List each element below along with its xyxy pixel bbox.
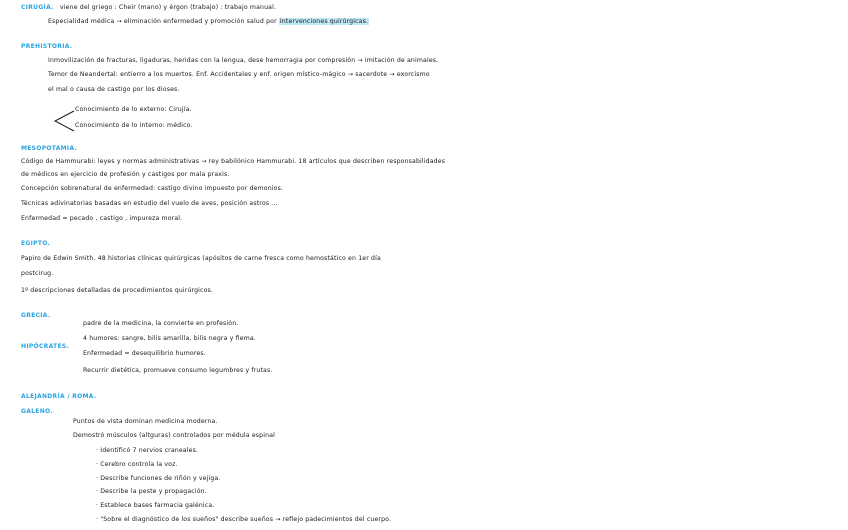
mesopotamia-line-2: de médicos en ejercicio de profesión y castigos por mala praxis. [21, 171, 230, 178]
galeno-line-1: Puntos de vista dominan medicina moderna. [73, 418, 218, 425]
prehistoria-line-1: Inmovilización de fracturas, ligaduras, heridas con la lengua, dese hemorragia por compresión → imitación de animales. [48, 57, 439, 64]
galeno-bullet: · "Sobre el diagnóstico de los sueños" describe sueños → reflejo padecimientos del cuerpo. [96, 516, 392, 523]
heading-egipto: EGIPTO. [21, 240, 51, 247]
prehistoria-line-3: el mal o causa de castigo por los dioses. [48, 86, 180, 93]
grecia-line-4: Recurrir dietética, promueve consumo legumbres y frutas. [83, 367, 273, 374]
mesopotamia-line-4: Técnicas adivinatorias basadas en estudio del vuelo de aves, posición astros ... [21, 200, 278, 207]
heading-prehistoria: PREHISTORIA. [21, 43, 73, 50]
galeno-bullet: · Describe la peste y propagación. [96, 488, 207, 495]
heading-alejandria-roma: ALEJANDRÍA / ROMA. [21, 393, 97, 400]
brace-item-2: Conocimiento de lo interno: médico. [75, 122, 193, 129]
heading-mesopotamia: MESOPOTAMIA. [21, 145, 78, 152]
heading-hipocrates: HIPÓCRATES. [21, 343, 70, 350]
cirugia-line-2 [48, 18, 369, 26]
mesopotamia-line-1: Código de Hammurabi: leyes y normas administrativas → rey babilónico Hammurabi. 18 artículos que describen responsabilidades [21, 158, 446, 165]
cirugia-line-2-text: Especialidad médica → eliminación enfermedad y promoción salud por [48, 18, 277, 25]
cirugia-line-1: viene del griego : Cheir (mano) y érgon (trabajo) : trabajo manual. [60, 4, 277, 11]
brace-icon [52, 109, 76, 133]
prehistoria-line-2: Temor de Neandertal: entierro a los muertos. Enf. Accidentales y enf. origen místico-mágico → sacerdote → exorcismo [48, 71, 430, 78]
egipto-line-2: postcirug. [21, 270, 54, 277]
galeno-bullet: · Cerebro controla la voz. [96, 461, 178, 468]
grecia-line-2: 4 humores: sangre, bilis amarilla, bilis negra y flema. [83, 335, 256, 342]
brace-item-1: Conocimiento de lo externo: Cirujía. [75, 106, 192, 113]
heading-galeno: GALENO. [21, 408, 53, 415]
grecia-line-1: padre de la medicina, la convierte en profesión. [83, 320, 239, 327]
egipto-line-3: 1º descripciones detalladas de procedimientos quirúrgicos. [21, 287, 214, 294]
galeno-line-2: Demostró músculos (altguras) controlados por médula espinal [73, 432, 276, 439]
galeno-bullet: · Establece bases farmacia galénica. [96, 502, 215, 509]
heading-grecia: GRECIA. [21, 312, 51, 319]
mesopotamia-line-3: Concepción sobrenatural de enfermedad: castigo divino impuesto por demonios. [21, 185, 284, 192]
egipto-line-1: Papiro de Edwin Smith. 48 historias clínicas quirúrgicas (apósitos de carne fresca como hemostático en 1er día [21, 255, 381, 262]
highlighted-term: intervenciones quirúrgicas. [279, 18, 369, 25]
galeno-bullet: · Identificó 7 nervios craneales. [96, 447, 199, 454]
mesopotamia-line-5: Enfermedad = pecado , castigo , impureza moral. [21, 215, 183, 222]
heading-cirugia: CIRUGÍA. [21, 4, 54, 11]
galeno-bullet: · Describe funciones de riñón y vejiga. [96, 475, 221, 482]
grecia-line-3: Enfermedad = desequilibrio humores. [83, 350, 206, 357]
